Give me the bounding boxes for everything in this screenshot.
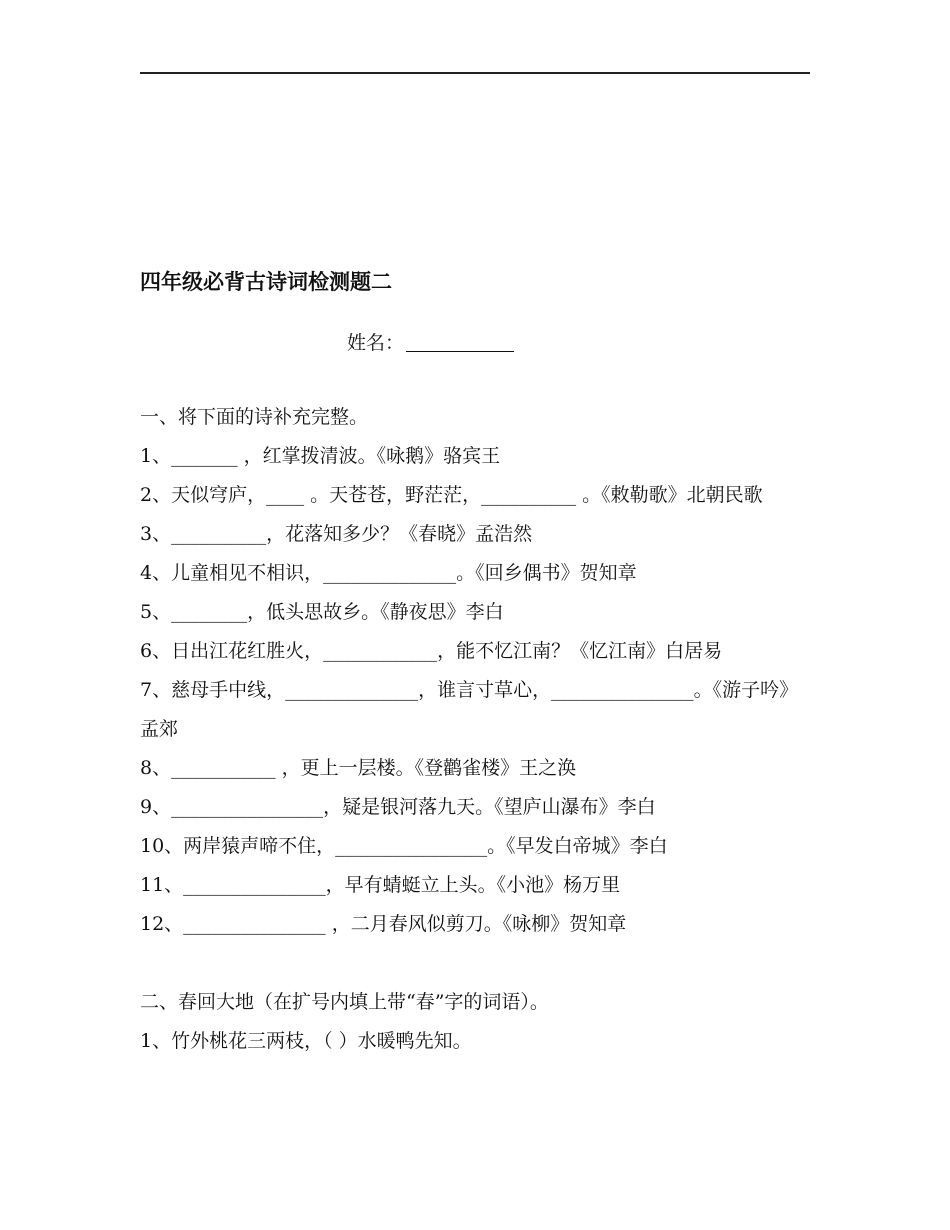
question-9: 9、________________，疑是银河落九天。《望庐山瀑布》李白: [140, 796, 656, 818]
section1-heading: 一、将下面的诗补充完整。: [140, 406, 369, 428]
question-10: 10、两岸猿声啼不住，________________。《早发白帝城》李白: [140, 835, 668, 857]
section2-question-1: 1、竹外桃花三两枝，（ ）水暖鸭先知。: [140, 1030, 472, 1052]
section-spacer: [140, 944, 810, 983]
name-label: 姓名：: [347, 332, 405, 354]
page-title: 四年级必背古诗词检测题二: [140, 270, 392, 294]
question-5: 5、________，低头思故乡。《静夜思》李白: [140, 601, 504, 623]
question-4: 4、儿童相见不相识，______________。《回乡偶书》贺知章: [140, 562, 637, 584]
question-12: 12、_______________ ，二月春风似剪刀。《咏柳》贺知章: [140, 913, 627, 935]
question-11: 11、_______________，早有蜻蜓立上头。《小池》杨万里: [140, 874, 621, 896]
name-blank[interactable]: [406, 331, 514, 352]
section2-heading: 二、春回大地（在扩号内填上带“春”字的词语）。: [140, 991, 549, 1013]
header-rule: [140, 72, 810, 74]
name-field: [347, 328, 514, 355]
question-6: 6、日出江花红胜火，____________，能不忆江南？《忆江南》白居易: [140, 640, 723, 662]
question-1: 1、_______ ，红掌拨清波。《咏鹅》骆宾王: [140, 445, 501, 467]
question-3: 3、__________，花落知多少？《春晓》孟浩然: [140, 523, 533, 545]
question-2: 2、天似穹庐，____ 。天苍苍，野茫茫，__________ 。《敕勒歌》北朝民歌: [140, 484, 763, 506]
question-7: 7、慈母手中线，______________，谁言寸草心，_______________。《游子吟》孟郊: [140, 679, 799, 740]
worksheet-body: [140, 398, 810, 1061]
question-8: 8、___________ ，更上一层楼。《登鹳雀楼》王之涣: [140, 757, 577, 779]
